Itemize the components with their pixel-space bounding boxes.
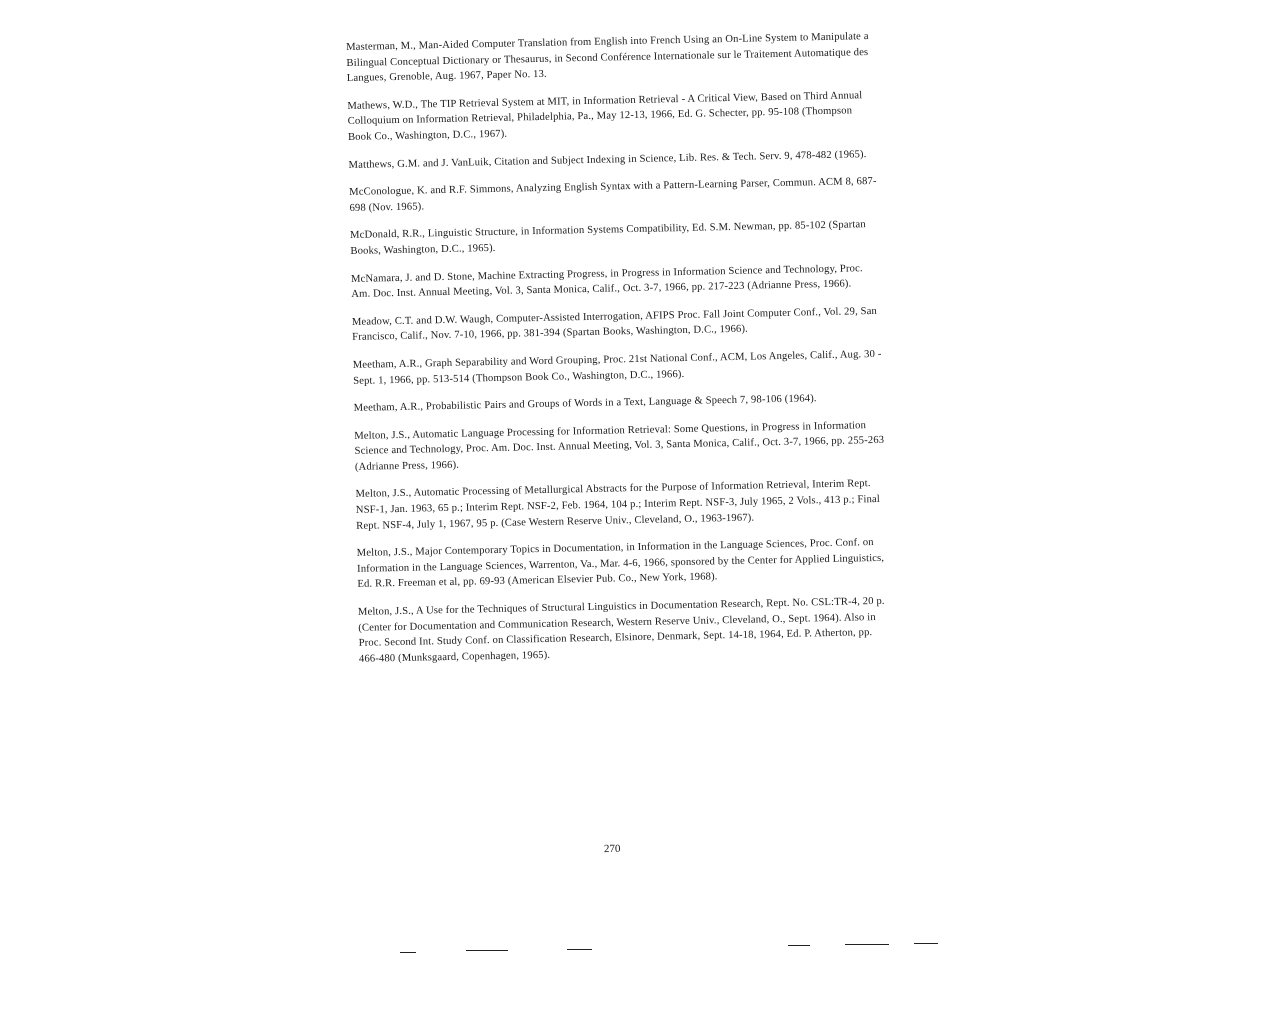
- reference-entry: Meetham, A.R., Probabilistic Pairs and Groups of Words in a Text, Language & Speech 7, 98-106 (1964).: [353, 393, 817, 415]
- reference-entry: McConologue, K. and R.F. Simmons, Analyzing English Syntax with a Pattern-Learning Parser, Commun. ACM 8, 687-698 (Nov. 1965).: [349, 176, 877, 214]
- reference-entry: Meetham, A.R., Graph Separability and Word Grouping, Proc. 21st National Conf., ACM, Los Angeles, Calif., Aug. 30 - Sept. 1, 1966, pp. 513-514 (Thompson Book Co., Washington, D.C., 1966).: [352, 348, 882, 387]
- scan-artifact: [788, 945, 810, 946]
- reference-entry: Meadow, C.T. and D.W. Waugh, Computer-Assisted Interrogation, AFIPS Proc. Fall Joint Computer Conf., Vol. 29, San Francisco, Calif., Nov. 7-10, 1966, pp. 381-394 (Spartan Books, Washington, D.C., 1966).: [351, 305, 878, 344]
- reference-list: [346, 29, 889, 679]
- reference-entry: Melton, J.S., Automatic Language Processing for Information Retrieval: Some Questions, in Progress in Information Science and Technology, Proc. Am. Doc. Inst. Annual Meeting, Vol. 3, Santa Monica, Calif., Oct. 3-7, 1966, pp. 255-263 (Adrianne Press, 1966).: [354, 419, 885, 473]
- scan-artifact: [466, 950, 508, 951]
- page-number: 270: [603, 842, 621, 856]
- reference-entry: Mathews, W.D., The TIP Retrieval System at MIT, in Information Retrieval - A Critical View, Based on Third Annual Colloquium on Information Retrieval, Philadelphia, Pa., May 12-13, 1966, Ed. G. Schecter, pp. 95-108 (Thompson Book Co., Washington, D.C., 1967).: [347, 89, 863, 143]
- reference-entry: McNamara, J. and D. Stone, Machine Extracting Progress, in Progress in Information Science and Technology, Proc. Am. Doc. Inst. Annual Meeting, Vol. 3, Santa Monica, Calif., Oct. 3-7, 1966, pp. 217-223 (Adrianne Press, 1966).: [350, 262, 863, 301]
- reference-entry: Masterman, M., Man-Aided Computer Translation from English into French Using an On-Line System to Manipulate a Bilingual Conceptual Dictionary or Thesaurus, in Second Conférence Internationale sur le Traitement Automatique des Langues, Grenoble, Aug. 1967, Paper No. 13.: [346, 31, 869, 85]
- reference-entry: McDonald, R.R., Linguistic Structure, in Information Systems Compatibility, Ed. S.M. Newman, pp. 85-102 (Spartan Books, Washington, D.C., 1965).: [349, 219, 866, 257]
- scan-artifact: [567, 949, 592, 950]
- reference-entry: Melton, J.S., Automatic Processing of Metallurgical Abstracts for the Purpose of Information Retrieval, Interim Rept. NSF-1, Jan. 1963, 65 p.; Interim Rept. NSF-2, Feb. 1964, 104 p.; Interim Rept. NSF-3, July 1965, 2 Vols., 413 p.; Final Rept. NSF-4, July 1, 1967, 95 p. (Case Western Reserve Univ., Cleveland, O., 1963-1967).: [355, 478, 881, 532]
- scan-artifact: [845, 944, 889, 945]
- scan-artifact: [400, 952, 416, 953]
- reference-entry: Melton, J.S., A Use for the Techniques of Structural Linguistics in Documentation Research, Rept. No. CSL:TR-4, 20 p. (Center for Documentation and Communication Research, Western Reserve Univ., Cleveland, O., Sept. 1964). Also in Proc. Second Int. Study Conf. on Classification Research, Elsinore, Denmark, Sept. 14-18, 1964, Ed. P. Atherton, pp. 466-480 (Munksgaard, Copenhagen, 1965).: [357, 595, 885, 665]
- reference-entry: Matthews, G.M. and J. VanLuik, Citation and Subject Indexing in Science, Lib. Res. & Tech. Serv. 9, 478-482 (1965).: [348, 148, 867, 171]
- scan-artifact: [914, 943, 938, 944]
- reference-entry: Melton, J.S., Major Contemporary Topics in Documentation, in Information in the Language Sciences, Proc. Conf. on Information in the Language Sciences, Warrenton, Va., Mar. 4-6, 1966, sponsored by the Center for Applied Linguistics, Ed. R.R. Freeman et al, pp. 69-93 (American Elsevier Pub. Co., New York, 1968).: [356, 537, 885, 591]
